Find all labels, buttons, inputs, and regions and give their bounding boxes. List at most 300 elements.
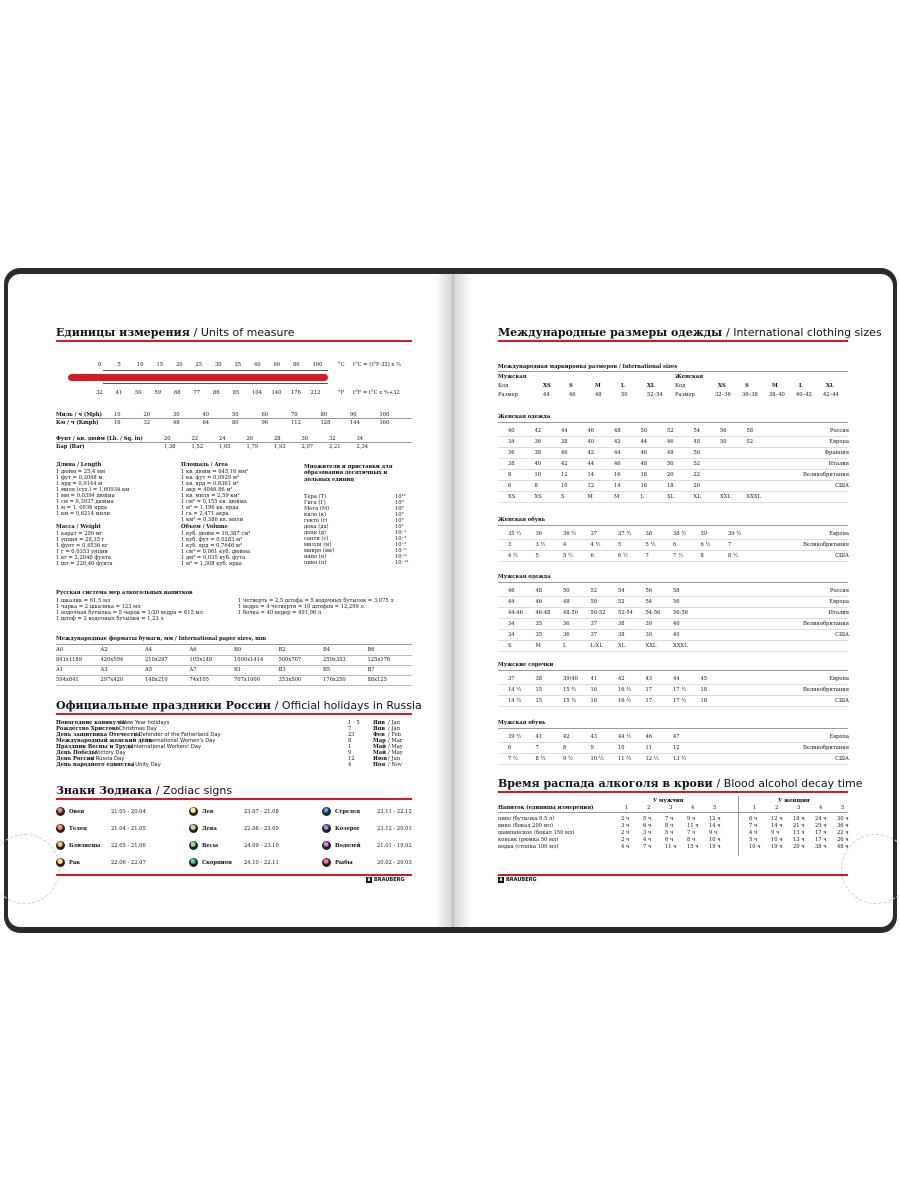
- area-item: 1 га = 2,471 акра: [181, 511, 229, 517]
- women-clothes-cell: 38: [534, 450, 542, 456]
- holiday-month-en: / Nov: [388, 762, 402, 768]
- volume-item: 1 куб. дюйм = 16,387 см³: [181, 531, 251, 537]
- men-time: 2 ч: [621, 830, 630, 836]
- men-clothes-cell: 52: [618, 599, 625, 605]
- shirts-cell: 16 ½: [618, 698, 632, 704]
- zodiac-dates: 23.11 - 22.12: [377, 808, 412, 815]
- holiday-name: Международный женский день: [56, 738, 153, 744]
- zodiac-heading-en: / Zodiac signs: [155, 784, 233, 797]
- region-label: Великобритания: [802, 687, 849, 693]
- paper-head-2-cell: B7: [367, 667, 375, 673]
- region-label: Россия: [829, 588, 849, 594]
- fahrenheit-tick: 104: [252, 390, 262, 396]
- prefix-name: дека (да): [304, 524, 329, 530]
- zodiac-icon: ♊: [57, 842, 64, 848]
- zodiac-icon: ♓: [323, 859, 330, 865]
- men-clothes-cell: XXL: [645, 643, 657, 649]
- holiday-name-en: / Defender of the Fatherland Day: [135, 732, 221, 738]
- fahrenheit-tick: 140: [271, 390, 282, 396]
- men-clothes-cell: 44-46: [508, 610, 523, 616]
- women-clothes-cell: 46: [587, 428, 595, 434]
- women-code: XL: [826, 383, 834, 389]
- units-heading-en: / Units of measure: [193, 326, 295, 339]
- women-clothes-cell: 42: [534, 428, 542, 434]
- section-rule: [498, 728, 848, 729]
- col-num: 4: [691, 805, 695, 811]
- celsius-tick: 5: [117, 362, 121, 368]
- women-code: S: [745, 383, 749, 389]
- mph-row-label: Миль / ч (Mph): [56, 412, 102, 418]
- women-clothes-cell: L: [640, 494, 644, 500]
- holiday-name-en: / Russia Day: [92, 756, 125, 762]
- thermometer-scale: [103, 370, 328, 384]
- paper-values-2-cell: 88x125: [367, 677, 387, 683]
- zodiac-dates: 21.04 - 21.05: [111, 825, 146, 832]
- shirts-cell: 14 ½: [508, 687, 522, 693]
- men-shoes-cell: 44 ½: [618, 734, 632, 740]
- men-size: 44: [543, 392, 550, 398]
- women-clothes-cell: 40: [508, 428, 515, 434]
- prefix-value: 10⁻²: [395, 536, 407, 542]
- code-label: Код: [498, 383, 509, 389]
- men-clothes-cell: 37: [590, 621, 598, 627]
- zodiac-item: [189, 841, 279, 850]
- women-clothes-cell: 12: [587, 483, 595, 489]
- length-item: 1 дюйм = 25,4 мм: [56, 469, 106, 475]
- women-time: 29 ч: [815, 823, 827, 829]
- women-shoes-cell: 6 ½: [700, 542, 711, 548]
- right-page: [453, 274, 893, 927]
- paper-values-1-cell: 250x353: [323, 657, 346, 663]
- women-shoes-cell: 6: [590, 553, 594, 559]
- women-shoes-cell: 3: [508, 542, 512, 548]
- holiday-month: Янв: [373, 720, 385, 726]
- women-time: 19 ч: [771, 844, 783, 850]
- kmh-row-cell: 128: [320, 420, 331, 426]
- women-time: 10 ч: [749, 844, 761, 850]
- men-time: 11 ч: [665, 844, 677, 850]
- holiday-name-en: / International Women's Day: [141, 738, 216, 744]
- fahrenheit-tick: 50: [135, 390, 142, 396]
- women-clothes-cell: 10: [534, 472, 542, 478]
- prefix-name: микро (мк): [304, 548, 335, 554]
- bar-row-cell: 1,65: [219, 444, 231, 450]
- men-clothes-cell: 50: [563, 588, 570, 594]
- region-label: Италия: [828, 610, 849, 616]
- zodiac-name: Дева: [202, 825, 217, 832]
- psi-row-cell: 34: [356, 436, 364, 442]
- page-gutter: [434, 274, 472, 927]
- mph-row-cell: 80: [320, 412, 328, 418]
- units-heading: [56, 326, 295, 339]
- holiday-month: Фев: [373, 732, 385, 738]
- drink-name: пиво (бутылка 0,5 л): [498, 816, 555, 822]
- zodiac-dates: 24.09 - 23.10: [244, 842, 279, 849]
- women-shoes-cell: 6: [673, 542, 677, 548]
- shirts-cell: 16 ½: [618, 687, 632, 693]
- kmh-row-cell: 16: [114, 420, 121, 426]
- women-clothes-cell: 14: [587, 472, 595, 478]
- women-clothes-cell: M: [614, 494, 620, 500]
- prefix-name: нано (н): [304, 554, 327, 560]
- paper-row-rule: [56, 655, 412, 656]
- paper-values-2-cell: 297x420: [100, 677, 124, 683]
- women-shoes-title: Женская обувь: [498, 517, 546, 523]
- zodiac-dates: 23.07 - 21.08: [244, 808, 279, 815]
- col-num: 1: [625, 805, 629, 811]
- holiday-name: Рождество Христово: [56, 726, 119, 732]
- zodiac-name: Рыбы: [335, 859, 353, 866]
- women-clothes-cell: XS: [508, 494, 516, 500]
- psi-row-cell: 30: [301, 436, 309, 442]
- shirts-cell: 15 ½: [563, 698, 577, 704]
- psi-row-label: Фунт / кв. дюйм (Lb. / Sq. in): [56, 436, 143, 442]
- holiday-name: Новогодние каникулы: [56, 720, 125, 726]
- shirts-cell: 15: [535, 687, 543, 693]
- women-clothes-cell: S: [561, 494, 565, 500]
- women-code: M: [772, 383, 778, 389]
- men-clothes-cell: 46: [535, 599, 543, 605]
- celsius-tick: 35: [234, 362, 242, 368]
- men-time: 6 ч: [665, 837, 674, 843]
- holiday-name: Праздник Весны и Труда: [56, 744, 133, 750]
- men-time: 19 ч: [709, 844, 721, 850]
- fahrenheit-tick: 77: [193, 390, 201, 396]
- zodiac-name: Скорпион: [202, 859, 232, 866]
- men-clothes-cell: 40: [673, 632, 680, 638]
- women-clothes-cell: 12: [561, 472, 568, 478]
- mass-item: 1 г = 0,0353 унции: [56, 549, 108, 555]
- women-shoes-cell: 37 ½: [618, 531, 632, 537]
- region-label: Россия: [829, 428, 849, 434]
- mph-row-cell: 100: [379, 412, 390, 418]
- prefix-value: 10¹²: [395, 494, 406, 500]
- region-label: Франция: [824, 450, 849, 456]
- men-size: 48: [595, 392, 602, 398]
- men-clothes-cell: 40: [673, 621, 680, 627]
- paper-values-2-cell: 176x250: [323, 677, 346, 683]
- men-clothes-cell: 48-50: [563, 610, 578, 616]
- holiday-day: 1: [348, 744, 352, 750]
- volume-item: 1 м³ = 1,308 куб. ярда: [181, 561, 242, 567]
- shirts-cell: 39/40: [563, 676, 578, 682]
- women-clothes-cell: 44: [640, 439, 648, 445]
- men-clothes-cell: 58: [673, 588, 680, 594]
- women-clothes-cell: 18: [667, 483, 674, 489]
- women-shoes-cell: 4: [563, 542, 567, 548]
- bottom-rule: [56, 874, 412, 876]
- women-clothes-cell: 36: [534, 439, 542, 445]
- mph-row-cell: 60: [261, 412, 269, 418]
- women-clothes-cell: 54: [693, 428, 701, 434]
- paper-values-1-cell: 1000x1414: [234, 657, 264, 663]
- women-time: 29 ч: [793, 844, 805, 850]
- kmh-row-cell: 80: [232, 420, 239, 426]
- shirts-cell: 45: [700, 676, 708, 682]
- alc-measure-item: 1 четверть = 2,5 штофа = 5 водочных бутылок = 3,075 л: [238, 598, 394, 604]
- women-shoes-cell: 35 ½: [508, 531, 522, 537]
- men-shoes-cell: 13 ½: [673, 756, 687, 762]
- holidays-heading-ru: Официальные праздники России: [56, 699, 275, 712]
- alcohol-heading-en: / Blood alcohol decay time: [716, 777, 863, 790]
- men-code: S: [569, 383, 573, 389]
- women-time: 48 ч: [837, 844, 849, 850]
- prefix-name: гекто (г): [304, 518, 328, 524]
- women-time: 5 ч: [749, 837, 758, 843]
- bar-row-cell: 1,38: [164, 444, 176, 450]
- women-shoes-cell: 37: [590, 531, 598, 537]
- men-clothes-cell: L: [563, 643, 567, 649]
- women-shoes-cell: 5 ½: [645, 542, 656, 548]
- volume-item: 1 дм³ = 0,035 куб. фута: [181, 555, 246, 561]
- women-clothes-cell: 40: [587, 439, 595, 445]
- women-time: 9 ч: [771, 830, 780, 836]
- units-heading-ru: Единицы измерения: [56, 326, 194, 339]
- men-shoes-cell: 7: [535, 745, 539, 751]
- speed-rule: [56, 418, 412, 419]
- men-clothes-cell: 48: [563, 599, 570, 605]
- women-clothes-cell: XL: [667, 494, 675, 500]
- zodiac-name: Близнецы: [69, 842, 101, 849]
- mass-title: Масса / Weight: [56, 524, 101, 530]
- alcohol-divider: [738, 796, 739, 856]
- section-rule: [498, 670, 848, 671]
- prefix-title: Множители и приставки для образования десятичных и дольных единиц: [304, 464, 393, 483]
- celsius-tick: 40: [254, 362, 261, 368]
- alcohol-heading-ru: Время распада алкоголя в крови: [498, 777, 717, 790]
- women-clothes-cell: 20: [693, 483, 701, 489]
- women-time: 17 ч: [815, 830, 827, 836]
- psi-row-cell: 22: [191, 436, 199, 442]
- intl-title: Международная маркировка размеров / International sizes: [498, 364, 678, 370]
- men-clothes-cell: 56-58: [673, 610, 688, 616]
- women-clothes-cell: 48: [640, 461, 648, 467]
- col-num: 3: [797, 805, 801, 811]
- zodiac-icon: ♈: [57, 808, 64, 814]
- men-time: 2 ч: [621, 837, 630, 843]
- zodiac-item: [322, 824, 412, 833]
- paper-values-2-cell: 353x500: [278, 677, 302, 683]
- holidays-heading-rule: [56, 713, 412, 715]
- men-shoes-cell: 9: [590, 745, 594, 751]
- men-clothes-cell: 38: [618, 621, 625, 627]
- women-shoes-cell: 4 ½: [590, 542, 601, 548]
- men-code: XS: [543, 383, 551, 389]
- length-item: 1 см = 0,3937 дюйма: [56, 499, 114, 505]
- length-item: 1 ярд = 0,9144 м: [56, 481, 103, 487]
- men-clothes-cell: 39: [645, 621, 653, 627]
- zodiac-item: [189, 824, 279, 833]
- kmh-row-cell: 32: [143, 420, 151, 426]
- logo-mark: B: [367, 877, 371, 882]
- women-clothes-cell: 46: [614, 461, 621, 467]
- section-rule: [498, 422, 848, 423]
- alcohol-rule: [498, 812, 848, 813]
- prefix-name: Гига (Г): [304, 500, 326, 506]
- shirts-cell: 16: [590, 698, 598, 704]
- prefix-value: 10⁻⁶: [395, 548, 407, 554]
- men-clothes-cell: 35: [535, 621, 543, 627]
- length-item: 1 фут = 0,3048 м: [56, 475, 103, 481]
- men-shoes-cell: 47: [673, 734, 680, 740]
- men-time: 10 ч: [709, 837, 721, 843]
- prefix-name: санти (с): [304, 536, 329, 542]
- women-time: 10 ч: [771, 837, 783, 843]
- men-clothes-cell: 50-52: [590, 610, 606, 616]
- celsius-label: °C: [338, 362, 345, 368]
- men-shoes-title: Мужская обувь: [498, 720, 546, 726]
- women-clothes-cell: 22: [693, 472, 701, 478]
- celsius-tick: 0: [98, 362, 102, 368]
- women-time: 13 ч: [793, 837, 805, 843]
- mph-row-cell: 50: [232, 412, 239, 418]
- women-clothes-cell: XXXL: [746, 494, 762, 500]
- women-clothes-cell: 8: [534, 483, 538, 489]
- zodiac-name: Овен: [69, 808, 85, 815]
- region-label: Европа: [829, 439, 849, 445]
- volume-item: 1 куб. ярд = 0,7646 м³: [181, 543, 243, 549]
- holiday-month: Ноя: [373, 762, 386, 768]
- women-clothes-cell: 16: [640, 483, 648, 489]
- col-num: 3: [669, 805, 673, 811]
- celsius-tick: 80: [293, 362, 300, 368]
- women-size: 42–44: [823, 392, 839, 398]
- zodiac-dates: 20.02 - 20.03: [377, 859, 412, 866]
- paper-head-1-cell: A0: [56, 647, 64, 653]
- zodiac-icon: ♋: [57, 859, 64, 865]
- holiday-month-en: / May: [388, 744, 403, 750]
- kmh-row-cell: 64: [202, 420, 210, 426]
- col-num: 5: [713, 805, 717, 811]
- paper-row-rule: [56, 675, 412, 676]
- women-shoes-cell: 4 ½: [508, 553, 518, 559]
- units-heading-rule: [56, 340, 412, 342]
- alcohol-heading: [498, 777, 863, 790]
- alc-measure-item: 1 чарка = 2 шкалика = 123 мл: [56, 604, 141, 610]
- men-time: 9 ч: [709, 830, 718, 836]
- region-label: Европа: [829, 734, 849, 740]
- volume-item: 1 куб. фут = 0,0283 м³: [181, 537, 243, 543]
- shirts-cell: 18: [700, 687, 708, 693]
- shirts-cell: 17 ½: [673, 698, 687, 704]
- women-time: 18 ч: [793, 816, 805, 822]
- fahrenheit-tick: 212: [310, 390, 321, 396]
- shirts-cell: 44: [673, 676, 680, 682]
- men-clothes-cell: 54-56: [645, 610, 661, 616]
- bar-row-cell: 1,79: [246, 444, 259, 450]
- men-time: 5 ч: [643, 816, 652, 822]
- holiday-name-en: / New Year holidays: [118, 720, 170, 726]
- men-shoes-cell: 11 ½: [618, 756, 632, 762]
- paper-head-2-cell: A5: [145, 667, 153, 673]
- women-label: Женская: [675, 374, 704, 380]
- shirts-cell: 18: [700, 698, 708, 704]
- men-time: 14 ч: [709, 823, 721, 829]
- men-clothes-cell: 52: [590, 588, 598, 594]
- volume-item: 1 см³ = 0,061 куб. дюйма: [181, 549, 251, 555]
- holiday-month: Янв: [373, 726, 385, 732]
- women-clothes-cell: 52: [667, 428, 674, 434]
- men-clothes-cell: 34: [508, 621, 515, 627]
- women-clothes-cell: 34: [508, 439, 515, 445]
- men-clothes-cell: 44: [508, 599, 515, 605]
- women-clothes-cell: 42: [587, 450, 595, 456]
- region-label: Великобритания: [802, 542, 849, 548]
- holiday-day: 12: [348, 756, 355, 762]
- brauberg-logo: [498, 877, 537, 883]
- psi-row-cell: 28: [274, 436, 281, 442]
- men-shoes-cell: 10: [618, 745, 625, 751]
- zodiac-icon: ♎: [190, 842, 197, 848]
- paper-values-2-cell: 594x841: [56, 677, 79, 683]
- region-label: Европа: [829, 676, 849, 682]
- men-shoes-cell: 8: [563, 745, 567, 751]
- prefix-value: 10⁻⁹: [395, 554, 407, 560]
- length-item: 1 мм = 0,0394 дюйма: [56, 493, 115, 499]
- shirts-cell: 43: [645, 676, 653, 682]
- men-clothes-cell: 36: [563, 621, 570, 627]
- men-clothes-cell: 36: [563, 632, 570, 638]
- men-clothes-cell: 54: [645, 599, 653, 605]
- women-clothes-cell: 48: [693, 439, 701, 445]
- fahrenheit-tick: 68: [174, 390, 181, 396]
- paper-values-1-cell: 105x148: [189, 657, 213, 663]
- men-clothes-cell: 39: [645, 632, 653, 638]
- holiday-name: День защитника Отечества: [56, 732, 141, 738]
- prefix-value: 10⁹: [395, 500, 404, 506]
- col-num: 5: [841, 805, 845, 811]
- fahrenheit-label: °F: [338, 390, 345, 396]
- men-shoes-cell: 6: [508, 745, 512, 751]
- zodiac-icon: ♏: [190, 859, 197, 865]
- region-label: США: [835, 698, 849, 704]
- clothing-heading-rule: [498, 340, 848, 342]
- paper-head-2-cell: B3: [278, 667, 286, 673]
- kmh-row-label: Км / ч (Kmph): [56, 420, 99, 426]
- zodiac-item: [56, 841, 146, 850]
- women-clothes-cell: 38: [508, 461, 515, 467]
- women-clothes-cell: 38: [561, 439, 568, 445]
- length-item: 1 м = 1, 0936 ярда: [56, 505, 107, 511]
- men-shoes-cell: 42: [563, 734, 570, 740]
- women-time: 38 ч: [815, 844, 827, 850]
- shirts-cell: 37: [508, 676, 515, 682]
- kmh-row-cell: 48: [173, 420, 180, 426]
- holiday-day: 23: [348, 732, 355, 738]
- prefix-name: Тера (Т): [304, 494, 327, 500]
- section-rule: [498, 582, 848, 583]
- celsius-tick: 10: [137, 362, 144, 368]
- area-item: 1 м² = 1,196 кв. ярда: [181, 505, 239, 511]
- men-shoes-cell: 39 ½: [508, 734, 522, 740]
- col-num: 2: [647, 805, 651, 811]
- men-time: 2 ч: [621, 816, 630, 822]
- area-title: Площадь / Area: [181, 462, 228, 468]
- women-clothes-cell: 16: [614, 472, 621, 478]
- women-shoes-cell: 39 ½: [728, 531, 742, 537]
- mass-item: 1 кг = 2,2046 фунта: [56, 555, 111, 561]
- women-time: 26 ч: [837, 837, 849, 843]
- women-clothes-cell: 18: [640, 472, 648, 478]
- zodiac-heading-rule: [56, 798, 412, 800]
- holiday-day: 4: [348, 762, 352, 768]
- holiday-day: 9: [348, 750, 352, 756]
- men-clothes-cell: 46: [508, 588, 515, 594]
- logo-mark: B: [499, 877, 503, 882]
- open-diary: [4, 268, 897, 933]
- paper-head-2-cell: B1: [234, 667, 242, 673]
- paper-row-rule: [56, 665, 412, 666]
